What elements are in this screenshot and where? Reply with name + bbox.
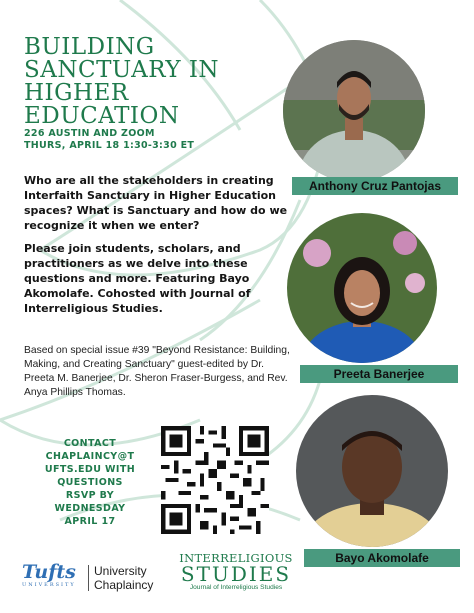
university-chaplaincy <box>94 564 153 592</box>
contact-line: UFTS.EDU WITH <box>44 464 136 475</box>
contact-line: RSVP BY <box>65 490 115 501</box>
tufts-sub: UNIVERSITY <box>22 582 76 588</box>
speaker-photo-bayo <box>296 395 448 547</box>
event-info <box>24 128 194 152</box>
title-line-3: HIGHER <box>24 80 129 106</box>
speaker-label-anthony: Anthony Cruz Pantojas <box>292 177 458 195</box>
chaplaincy-line-2: Chaplaincy <box>94 578 154 592</box>
chaplaincy-line-1: University <box>94 564 147 578</box>
title-line-2: SANCTUARY IN <box>24 57 220 83</box>
title-line-1: BUILDING <box>24 34 155 60</box>
journal-sub: Journal of Interreligious Studies <box>189 584 283 591</box>
invitation-paragraph: Please join students, scholars, and practitioners as we delve into these questions and more. Featuring Bayo Akomolafe. Cohosted with Journal of Interreligious Studies. <box>24 242 251 315</box>
journal-main: STUDIES <box>180 562 292 586</box>
intro-question: Who are all the stakeholders in creating Interfaith Sanctuary in Higher Education spaces? What is Sanctuary and how do we recognize it when we enter? <box>24 174 288 232</box>
speaker-photo-anthony <box>283 40 425 182</box>
special-issue-note: Based on special issue #39 "Beyond Resistance: Building, Making, and Creating Sanctuary" guest-edited by Dr. Preeta M. Banerjee, Dr. Sheron Fraser-Burgess, and Rev. Anya Phillips Thomas. <box>24 345 290 398</box>
journal-logo <box>176 552 296 592</box>
contact-rsvp <box>30 437 150 528</box>
speaker-photo-preeta <box>287 213 437 363</box>
journal-top: INTERRELIGIOUS <box>179 551 293 565</box>
title-line-4: EDUCATION <box>24 103 180 129</box>
tufts-logo <box>22 562 76 588</box>
contact-line: APRIL 17 <box>64 516 116 527</box>
contact-line: WEDNESDAY <box>54 503 126 514</box>
qr-code[interactable] <box>161 426 269 534</box>
tufts-wordmark: Tufts <box>22 561 76 583</box>
speaker-label-bayo: Bayo Akomolafe <box>304 549 460 567</box>
event-datetime: THURS, APRIL 18 1:30-3:30 ET <box>24 140 195 151</box>
event-location: 226 AUSTIN AND ZOOM <box>24 128 155 139</box>
contact-line: CONTACT <box>63 438 117 449</box>
contact-line: QUESTIONS <box>57 477 123 488</box>
event-title <box>24 36 284 128</box>
logo-divider <box>88 565 89 591</box>
contact-line: CHAPLAINCY@T <box>45 451 135 462</box>
speaker-label-preeta: Preeta Banerjee <box>300 365 458 383</box>
